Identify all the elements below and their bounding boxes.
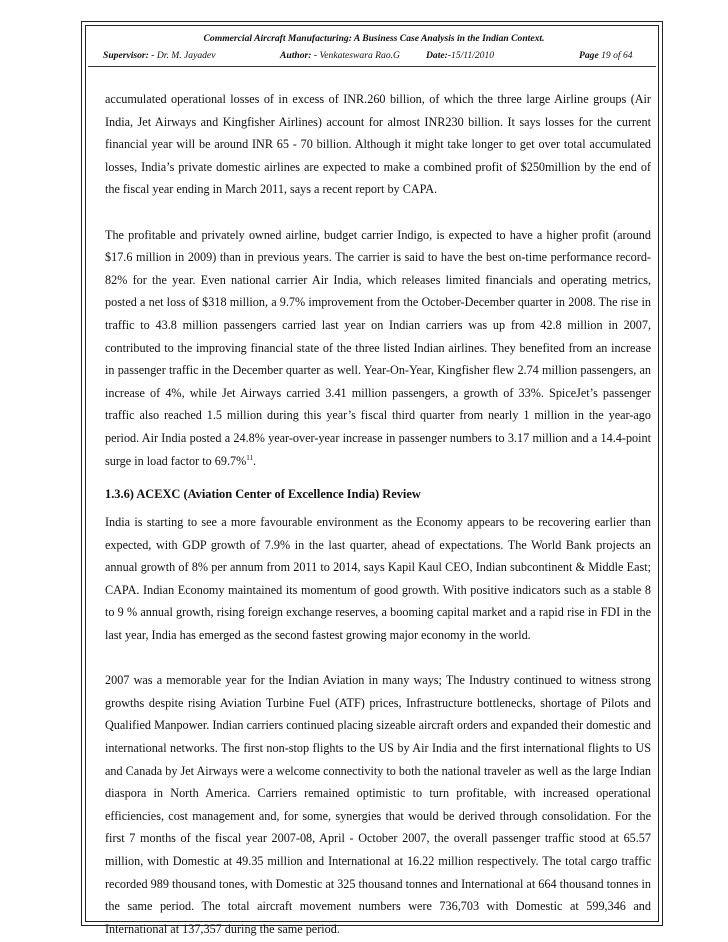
- section-heading-acexc: 1.3.6) ACEXC (Aviation Center of Excellence India) Review: [105, 487, 421, 502]
- paragraph-economy: India is starting to see a more favourable environment as the Economy appears to be recovering earlier than expected, with GDP growth of 7.9% in the last quarter, ahead of expectations. The World Bank projects an annual growth of 8% per annum from 2011 to 2014, says Kapil Kaul CEO, Indian subcontinent & Middle East; CAPA. Indian Economy maintained its momentum of good growth. With positive indicators such as a stable 8 to 9 % annual growth, rising foreign exchange reserves, a booming capital market and a rapid rise in FDI in the last year, India has emerged as the second fastest growing major economy in the world.: [105, 515, 651, 643]
- header-page-number: [579, 50, 633, 61]
- header-title: Commercial Aircraft Manufacturing: A Business Case Analysis in the Indian Context.: [203, 33, 545, 44]
- header-author: [280, 50, 400, 61]
- date-value: 15/11/2010: [451, 50, 495, 61]
- paragraph-indigo-end: .: [253, 453, 257, 468]
- page-value: 19 of 64: [601, 50, 633, 61]
- header-meta-row: [100, 50, 648, 64]
- paragraph-aviation-2007: 2007 was a memorable year for the Indian Aviation in many ways; The Industry continued to witness strong growths despite rising Aviation Turbine Fuel (ATF) prices, Infrastructure bottlenecks, shortage of Pilots and Qualified Manpower. Indian carriers continued placing sizeable aircraft orders and expanded their domestic and international networks. The first non-stop flights to the US by Air India and the first international flights to US and Canada by Jet Airways were a welcome connectivity to both the national traveler as well as the large Indian diaspora in North America. Carriers remained optimistic to turn profitable, with increased operational efficiencies, cost management and, for some, synergies that would be derived through consolidation. For the first 7 months of the fiscal year 2007-08, April - October 2007, the overall passenger traffic stood at 65.57 million, with Domestic at 49.35 million and International at 16.22 million respectively. The total cargo traffic recorded 989 thousand tones, with Domestic at 325 thousand tonnes and International at 664 thousand tonnes in the same period. The total aircraft movement numbers were 736,703 with Domestic at 599,346 and International at 137,357 during the same period.: [105, 673, 651, 936]
- paragraph-losses: accumulated operational losses of in excess of INR.260 billion, of which the three large Airline groups (Air India, Jet Airways and Kingfisher Airlines) account for almost INR230 billion. It says losses for the current financial year will be around INR 65 - 70 billion. Although it might take longer to get over total accumulated losses, India’s private domestic airlines are expected to make a combined profit of $250million by the end of the fiscal year ending in March 2011, says a recent report by CAPA.: [105, 92, 651, 197]
- supervisor-name: Dr. M. Jayadev: [156, 50, 216, 61]
- header-supervisor: [103, 50, 215, 61]
- paragraph-indigo-profit: [105, 224, 651, 473]
- paragraph-indigo-text: The profitable and privately owned airline, budget carrier Indigo, is expected to have a higher profit (around $17.6 million in 2009) than in previous years. The carrier is said to have the best on-time performance record-82% for the year. Even national carrier Air India, which releases limited financials and operating metrics, posted a net loss of $318 million, a 9.7% improvement from the October-December quarter in 2008. The rise in traffic to 43.8 million passengers carried last year on Indian carriers was up from 42.8 million in 2007, contributed to the improving financial state of the three listed Indian airlines. They benefited from an increase in passenger traffic in the December quarter as well. Year-On-Year, Kingfisher flew 2.74 million passengers, an increase of 4%, while Jet Airways carried 3.41 million passengers, a growth of 33%. SpiceJet’s passenger traffic also reached 1.5 million during this year’s fiscal third quarter from nearly 1 million in the year-ago period. Air India posted a 24.8% year-over-year increase in passenger numbers to 3.17 million and a 14.4-point surge in load factor to 69.7%: [105, 227, 651, 468]
- author-name: Venkateswara Rao.G: [319, 50, 400, 61]
- author-label: Author: -: [280, 50, 318, 61]
- footnote-marker: 11: [246, 453, 254, 462]
- header-date: [426, 50, 494, 61]
- page-label: Page: [579, 50, 599, 61]
- page-header: [100, 33, 648, 64]
- header-rule: [88, 66, 656, 67]
- supervisor-label: Supervisor: -: [103, 50, 155, 61]
- date-label: Date:-: [426, 50, 452, 61]
- page-body: [105, 88, 651, 940]
